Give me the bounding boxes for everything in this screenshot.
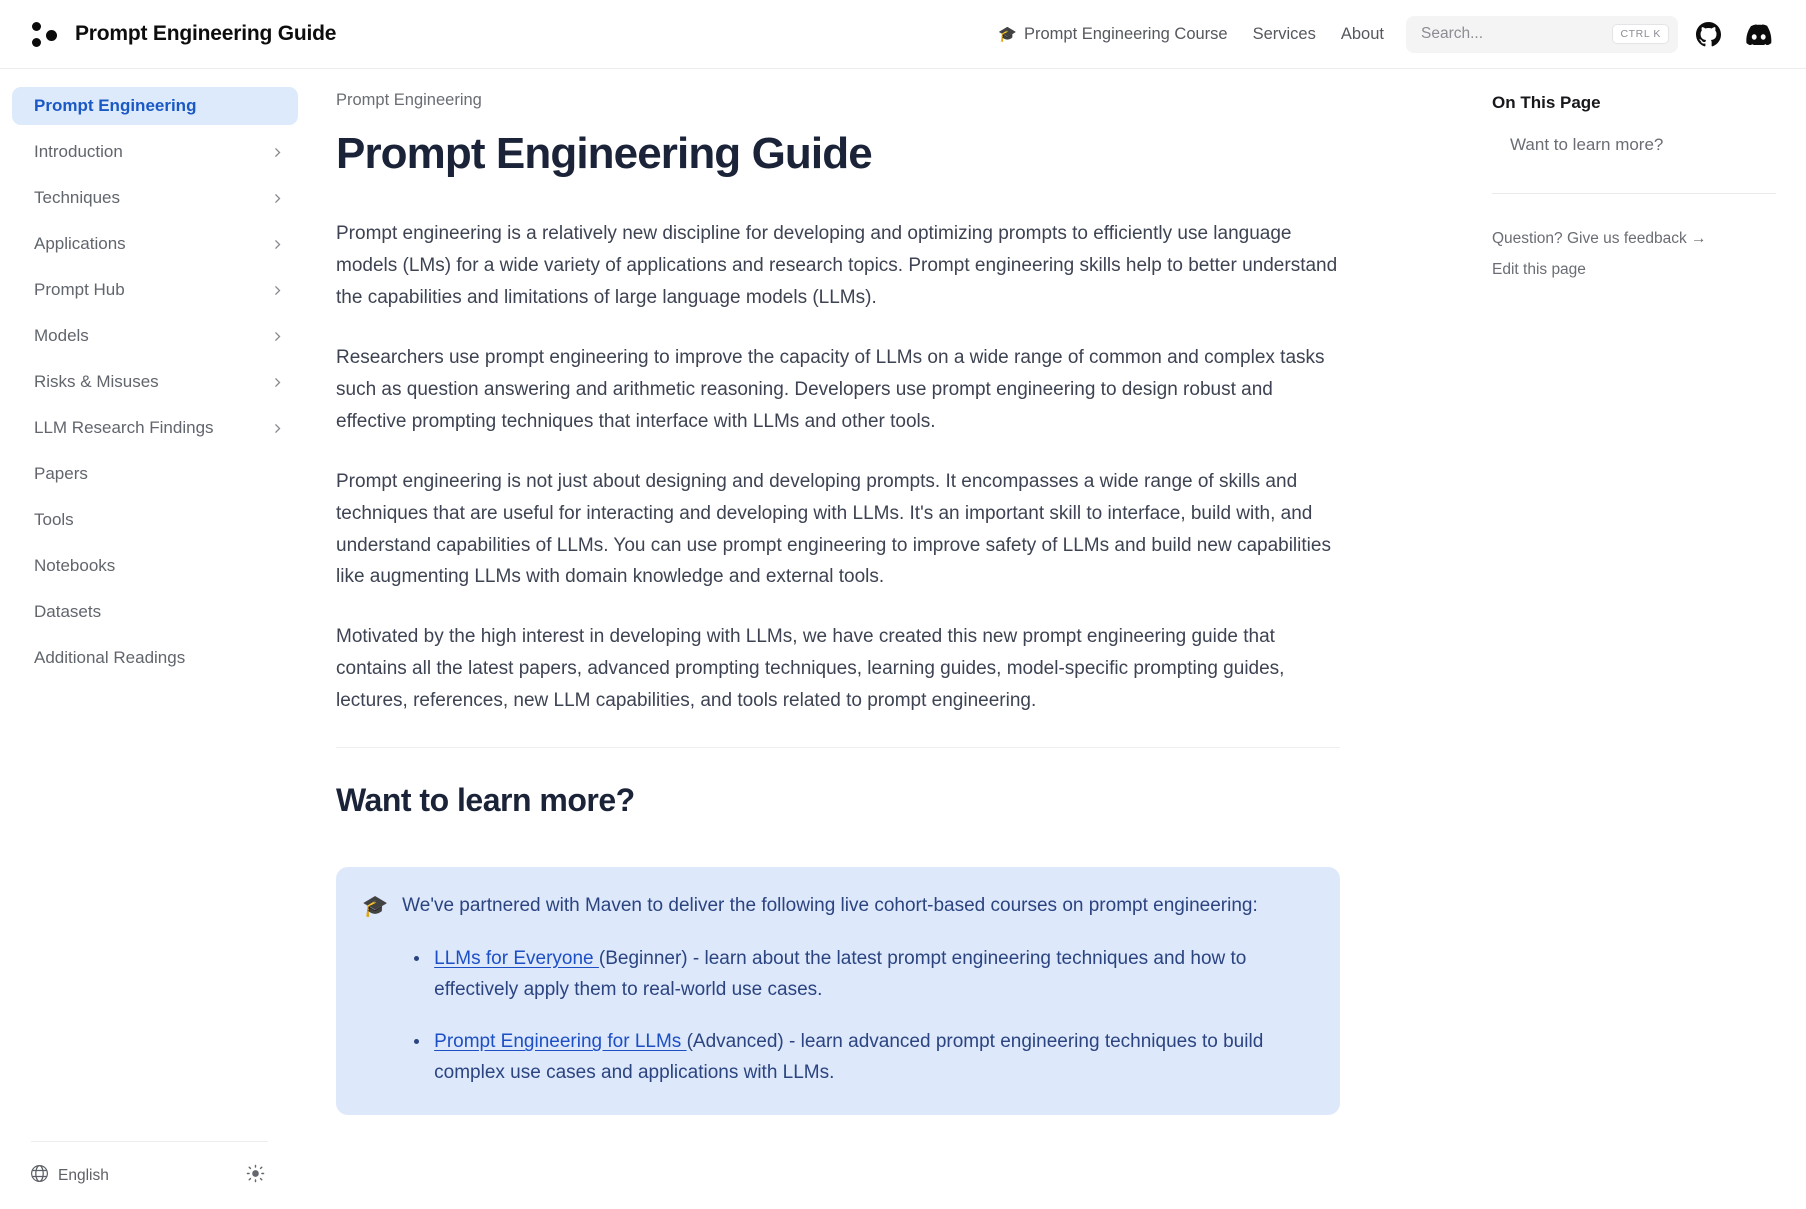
globe-icon <box>31 1165 48 1187</box>
nav-link-label: Services <box>1252 24 1316 43</box>
sidebar-item-label: Prompt Engineering <box>34 96 197 115</box>
sidebar-item-label: Notebooks <box>34 556 116 575</box>
page-title: Prompt Engineering Guide <box>336 129 872 178</box>
main-content <box>310 69 1490 1209</box>
section-divider <box>336 747 1340 748</box>
three-dots-logo-icon <box>31 19 63 49</box>
sidebar-footer <box>31 1141 268 1209</box>
nav-link-prompt-engineering-course[interactable] <box>998 25 1227 44</box>
sidebar-item-label: Papers <box>34 464 88 483</box>
sidebar-item-risks-and-misuses[interactable] <box>12 363 298 401</box>
section-heading-want-to-learn-more: Want to learn more? <box>336 782 635 819</box>
toc-divider <box>1492 193 1776 194</box>
sidebar-item-label: Tools <box>34 510 74 529</box>
chevron-right-icon <box>271 330 284 343</box>
brand-home-link[interactable] <box>31 19 336 49</box>
sidebar-item-additional-readings[interactable] <box>12 639 298 677</box>
sidebar-item-label: Introduction <box>34 142 123 161</box>
sidebar-item-introduction[interactable] <box>12 133 298 171</box>
chevron-right-icon <box>271 376 284 389</box>
nav-link-label: About <box>1340 24 1384 43</box>
theme-toggle-button[interactable] <box>242 1163 268 1189</box>
list-item <box>402 1027 1312 1089</box>
courses-callout <box>336 867 1340 1115</box>
sidebar-item-label: Prompt Hub <box>34 280 125 299</box>
toc-heading: On This Page <box>1492 93 1601 112</box>
course-description: (Beginner) - learn about the latest prompt engineering techniques and how to effectively apply them to real-world use cases. <box>434 947 1247 1000</box>
sidebar-item-label: Applications <box>34 234 126 253</box>
page-layout <box>0 69 1806 1209</box>
sidebar-item-prompt-engineering[interactable] <box>12 87 298 125</box>
sidebar-item-label: Risks & Misuses <box>34 372 159 391</box>
sidebar-item-label: Additional Readings <box>34 648 186 667</box>
sidebar-item-techniques[interactable] <box>12 179 298 217</box>
body-paragraph: Prompt engineering is not just about designing and developing prompts. It encompasses a wide range of skills and techniques that are useful for interacting and developing with LLMs. It's an important skill to interface, build with, and understand capabilities of LLMs. You can use prompt engineering to improve safety of LLMs and build new capabilities like augmenting LLMs with domain knowledge and external tools. <box>336 470 1331 588</box>
nav-link-label: Prompt Engineering Course <box>1023 24 1228 43</box>
language-selector[interactable] <box>31 1165 109 1187</box>
sidebar-item-llm-research-findings[interactable] <box>12 409 298 447</box>
chevron-right-icon <box>271 422 284 435</box>
course-link-llms-for-everyone[interactable]: LLMs for Everyone <box>434 947 599 969</box>
chevron-right-icon <box>271 284 284 297</box>
sidebar-item-papers[interactable] <box>12 455 298 493</box>
callout-lead-text: We've partnered with Maven to deliver the following live cohort-based courses on prompt engineering: <box>402 895 1258 917</box>
course-link-prompt-engineering-for-llms[interactable]: Prompt Engineering for LLMs <box>434 1031 687 1053</box>
search-box[interactable] <box>1406 16 1678 53</box>
sidebar-item-applications[interactable] <box>12 225 298 263</box>
search-input[interactable] <box>1421 16 1612 53</box>
body-paragraph: Researchers use prompt engineering to improve the capacity of LLMs on a wide range of common and complex tasks such as question answering and arithmetic reasoning. Developers use prompt engineering to design robust and effective prompting techniques that interface with LLMs and other tools. <box>336 346 1325 432</box>
body-paragraph: Prompt engineering is a relatively new discipline for developing and optimizing prompts to efficiently use language models (LMs) for a wide variety of applications and research topics. Prompt engineering skills help to better understand the capabilities and limitations of large language models (LLMs). <box>336 223 1338 309</box>
toc-link-want-to-learn-more[interactable]: Want to learn more? <box>1510 135 1664 154</box>
language-label: English <box>58 1166 109 1184</box>
sidebar-item-models[interactable] <box>12 317 298 355</box>
feedback-link[interactable]: Question? Give us feedback → <box>1492 230 1707 247</box>
brand-title: Prompt Engineering Guide <box>75 22 337 45</box>
header-right-cluster <box>998 14 1806 54</box>
chevron-right-icon <box>271 192 284 205</box>
primary-nav <box>998 25 1384 44</box>
breadcrumb: Prompt Engineering <box>336 91 482 109</box>
sidebar-item-datasets[interactable] <box>12 593 298 631</box>
course-list <box>402 944 1312 1089</box>
github-icon[interactable] <box>1688 14 1728 54</box>
course-description: (Advanced) - learn advanced prompt engineering techniques to build complex use cases and applications with LLMs. <box>434 1031 1264 1084</box>
sidebar-item-tools[interactable] <box>12 501 298 539</box>
chevron-right-icon <box>271 238 284 251</box>
discord-icon[interactable] <box>1738 14 1778 54</box>
nav-link-services[interactable] <box>1253 25 1316 44</box>
sidebar-item-notebooks[interactable] <box>12 547 298 585</box>
on-this-page-sidebar <box>1490 69 1806 1209</box>
sidebar-nav <box>0 87 310 685</box>
sidebar-item-label: LLM Research Findings <box>34 418 214 437</box>
body-paragraph: Motivated by the high interest in developing with LLMs, we have created this new prompt engineering guide that contains all the latest papers, advanced prompting techniques, learning guides, model-specific prompting guides, lectures, references, new LLM capabilities, and tools related to prompt engineering. <box>336 626 1285 712</box>
sidebar-item-label: Techniques <box>34 188 121 207</box>
edit-this-page-link[interactable]: Edit this page <box>1492 261 1586 278</box>
graduation-cap-icon: 🎓 <box>998 26 1017 43</box>
sidebar-item-label: Models <box>34 326 89 345</box>
search-shortcut-badge: CTRL K <box>1612 24 1669 44</box>
nav-link-about[interactable] <box>1341 25 1384 44</box>
sidebar-item-prompt-hub[interactable] <box>12 271 298 309</box>
graduation-cap-icon: 🎓 <box>362 895 389 919</box>
sun-icon <box>246 1164 265 1188</box>
sidebar-item-label: Datasets <box>34 602 102 621</box>
chevron-right-icon <box>271 146 284 159</box>
site-header <box>0 0 1806 69</box>
left-sidebar <box>0 69 310 1209</box>
list-item <box>402 944 1312 1006</box>
